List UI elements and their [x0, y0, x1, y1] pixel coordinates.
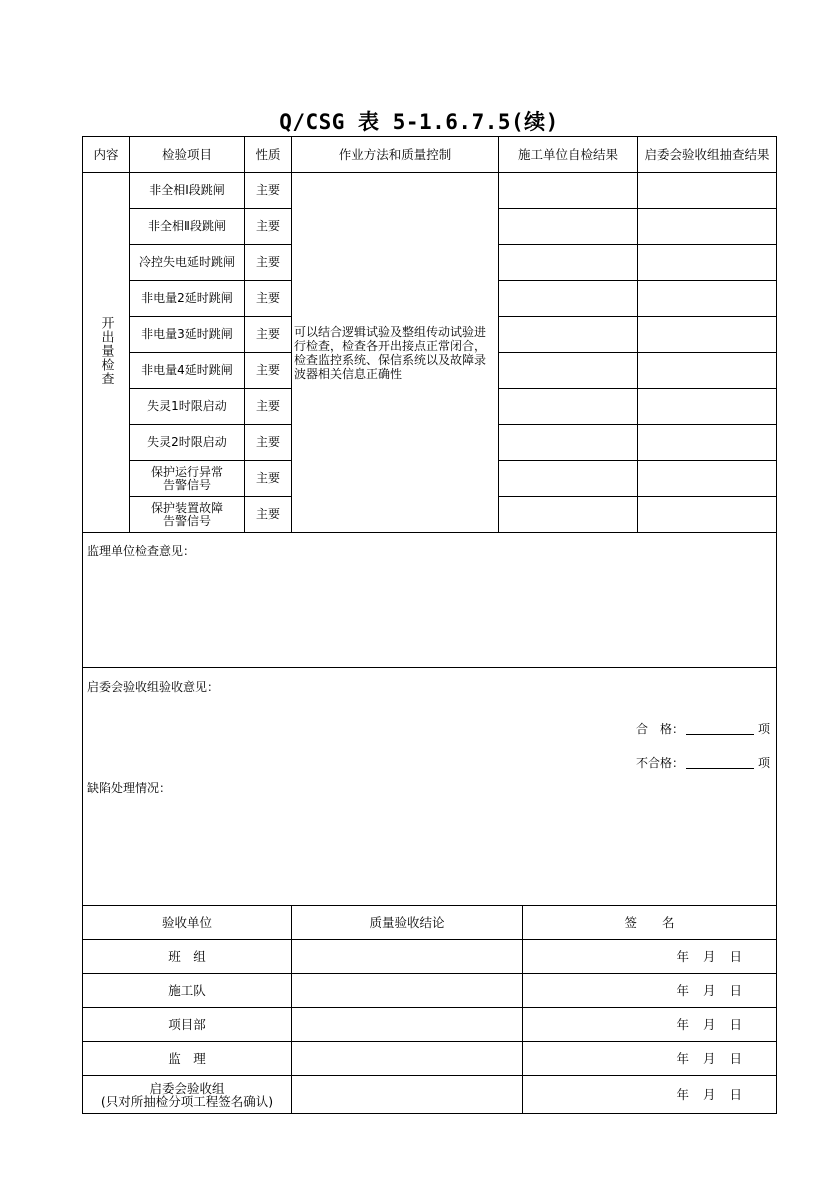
- fail-count-row: [636, 754, 770, 771]
- sign-unit-note: (只对所抽检分项工程签名确认): [100, 1093, 274, 1109]
- year-label: 年: [676, 1051, 689, 1066]
- sign-unit: 启委会验收组: [149, 1080, 225, 1096]
- self-check-cell[interactable]: [499, 281, 638, 317]
- committee-check-cell[interactable]: [638, 281, 777, 317]
- header-item: 检验项目: [130, 137, 245, 173]
- header-committee-check: 启委会验收组抽查结果: [638, 137, 777, 173]
- sign-unit: 班 组: [83, 940, 292, 974]
- pass-count-field[interactable]: [686, 722, 754, 735]
- item-nature: 主要: [245, 425, 292, 461]
- sign-header-unit: 验收单位: [83, 906, 292, 940]
- header-content: 内容: [83, 137, 130, 173]
- conclusion-cell[interactable]: [292, 974, 523, 1008]
- item-nature: 主要: [245, 317, 292, 353]
- item-name: 失灵2时限启动: [130, 425, 245, 461]
- signature-row: [83, 1042, 777, 1076]
- sign-unit: 监 理: [83, 1042, 292, 1076]
- supervision-opinion-box[interactable]: [82, 532, 777, 668]
- signature-cell[interactable]: [523, 974, 777, 1008]
- month-label: 月: [702, 983, 716, 998]
- self-check-cell[interactable]: [499, 497, 638, 533]
- self-check-cell[interactable]: [499, 425, 638, 461]
- conclusion-cell[interactable]: [292, 1076, 523, 1114]
- self-check-cell[interactable]: [499, 317, 638, 353]
- committee-label: 启委会验收组验收意见：: [87, 680, 220, 694]
- supervision-label: 监理单位检查意见：: [87, 544, 196, 558]
- pass-unit: 项: [757, 722, 770, 736]
- day-label: 日: [729, 1087, 742, 1102]
- year-label: 年: [676, 1087, 689, 1102]
- sign-header-signature: 签 名: [523, 906, 777, 940]
- month-label: 月: [702, 1051, 716, 1066]
- item-nature: 主要: [245, 389, 292, 425]
- sign-unit: 施工队: [83, 974, 292, 1008]
- item-name: 冷控失电延时跳闸: [130, 245, 245, 281]
- form-title: Q/CSG 表 5-1.6.7.5(续): [279, 110, 559, 134]
- signature-cell[interactable]: [523, 1076, 777, 1114]
- pass-count-row: [636, 720, 770, 737]
- day-label: 日: [729, 949, 742, 964]
- table-row: [83, 173, 777, 209]
- self-check-cell[interactable]: [499, 209, 638, 245]
- month-label: 月: [702, 1017, 716, 1032]
- signature-cell[interactable]: [523, 1042, 777, 1076]
- fail-count-field[interactable]: [686, 756, 754, 769]
- signature-row: [83, 974, 777, 1008]
- header-nature: 性质: [245, 137, 292, 173]
- committee-check-cell[interactable]: [638, 353, 777, 389]
- day-label: 日: [729, 1017, 742, 1032]
- self-check-cell[interactable]: [499, 461, 638, 497]
- item-nature: 主要: [245, 245, 292, 281]
- committee-check-cell[interactable]: [638, 425, 777, 461]
- sign-header-conclusion: 质量验收结论: [292, 906, 523, 940]
- table-header-row: [83, 137, 777, 173]
- committee-check-cell[interactable]: [638, 317, 777, 353]
- self-check-cell[interactable]: [499, 245, 638, 281]
- signature-header-row: [83, 906, 777, 940]
- section-label-cell: [83, 173, 130, 533]
- year-label: 年: [676, 949, 689, 964]
- header-self-check: 施工单位自检结果: [499, 137, 638, 173]
- item-name: 保护运行异常告警信号: [130, 461, 245, 497]
- signature-cell[interactable]: [523, 1008, 777, 1042]
- defect-label: 缺陷处理情况：: [87, 781, 172, 795]
- sign-unit-committee: [83, 1076, 292, 1114]
- pass-label: 合 格：: [635, 722, 684, 736]
- signature-cell[interactable]: [523, 940, 777, 974]
- item-name: 失灵1时限启动: [130, 389, 245, 425]
- signature-table: [82, 905, 777, 1114]
- fail-unit: 项: [757, 756, 770, 770]
- inspection-table: [82, 136, 777, 533]
- committee-check-cell[interactable]: [638, 461, 777, 497]
- day-label: 日: [729, 1051, 742, 1066]
- sign-unit: 项目部: [83, 1008, 292, 1042]
- conclusion-cell[interactable]: [292, 1042, 523, 1076]
- method-text: 可以结合逻辑试验及整组传动试验进行检查，检查各开出接点正常闭合，检查监控系统、保信系统以及故障录波器相关信息正确性: [292, 173, 499, 533]
- self-check-cell[interactable]: [499, 389, 638, 425]
- day-label: 日: [729, 983, 742, 998]
- signature-row: [83, 1076, 777, 1114]
- header-method: 作业方法和质量控制: [292, 137, 499, 173]
- self-check-cell[interactable]: [499, 173, 638, 209]
- item-name: 保护装置故障告警信号: [130, 497, 245, 533]
- item-name: 非电量3延时跳闸: [130, 317, 245, 353]
- fail-label: 不合格：: [635, 756, 684, 770]
- item-nature: 主要: [245, 353, 292, 389]
- signature-row: [83, 940, 777, 974]
- item-name: 非电量4延时跳闸: [130, 353, 245, 389]
- committee-opinion-box[interactable]: [82, 668, 777, 906]
- committee-check-cell[interactable]: [638, 173, 777, 209]
- item-nature: 主要: [245, 281, 292, 317]
- item-name: 非电量2延时跳闸: [130, 281, 245, 317]
- committee-check-cell[interactable]: [638, 245, 777, 281]
- year-label: 年: [676, 1017, 689, 1032]
- committee-check-cell[interactable]: [638, 497, 777, 533]
- month-label: 月: [702, 949, 716, 964]
- self-check-cell[interactable]: [499, 353, 638, 389]
- section-label: 开出量检查: [98, 316, 114, 386]
- conclusion-cell[interactable]: [292, 1008, 523, 1042]
- item-nature: 主要: [245, 497, 292, 533]
- conclusion-cell[interactable]: [292, 940, 523, 974]
- committee-check-cell[interactable]: [638, 389, 777, 425]
- year-label: 年: [676, 983, 689, 998]
- item-nature: 主要: [245, 173, 292, 209]
- item-nature: 主要: [245, 209, 292, 245]
- item-name: 非全相Ⅱ段跳闸: [130, 209, 245, 245]
- item-nature: 主要: [245, 461, 292, 497]
- month-label: 月: [702, 1087, 716, 1102]
- signature-row: [83, 1008, 777, 1042]
- committee-check-cell[interactable]: [638, 209, 777, 245]
- item-name: 非全相Ⅰ段跳闸: [130, 173, 245, 209]
